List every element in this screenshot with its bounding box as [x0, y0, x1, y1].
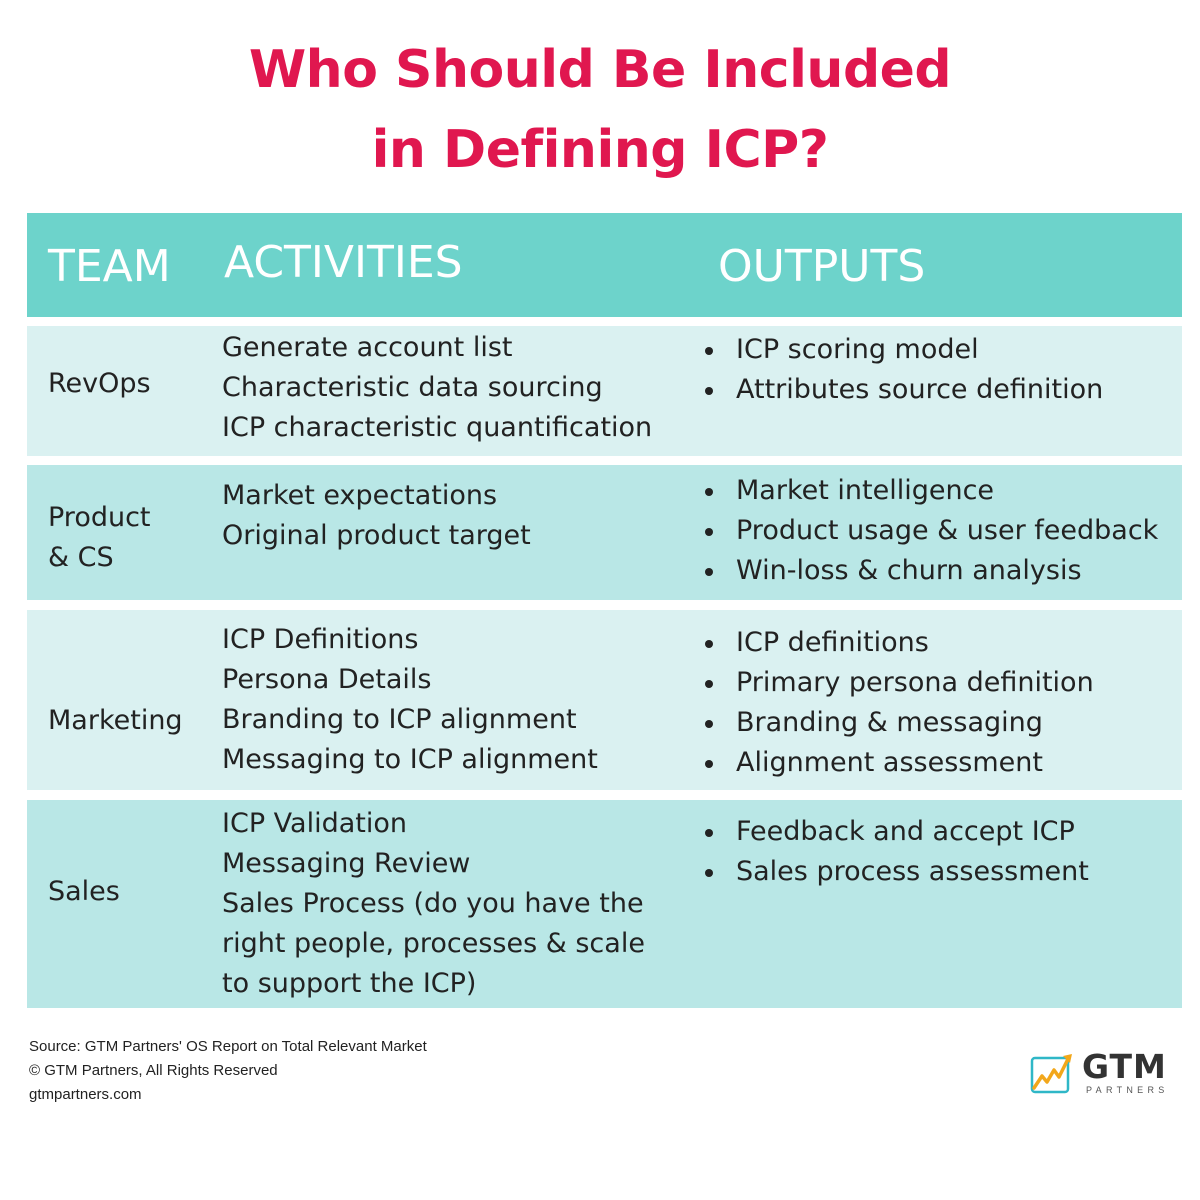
output-item	[703, 370, 1103, 410]
team-name: Sales	[48, 876, 120, 907]
team-cell	[48, 701, 183, 741]
logo-word: GTM	[1082, 1047, 1167, 1086]
table-header	[27, 213, 1182, 317]
activity-item: ICP characteristic quantification	[222, 412, 653, 443]
team-cell	[48, 498, 151, 578]
output-text: Feedback and accept ICP	[736, 816, 1075, 847]
activity-item: Generate account list	[222, 332, 513, 363]
output-item	[703, 743, 1094, 783]
bullet-icon	[705, 760, 713, 768]
table-row-sales	[27, 800, 1182, 1008]
table-row-product-cs	[27, 465, 1182, 600]
footer	[29, 1035, 427, 1107]
outputs-cell	[703, 623, 1094, 783]
bullet-icon	[705, 528, 713, 536]
logo-sub: PARTNERS	[1086, 1085, 1169, 1095]
gtm-partners-logo	[1030, 1047, 1180, 1097]
output-text: ICP definitions	[736, 627, 929, 658]
activity-item: Original product target	[222, 520, 531, 551]
activities-cell	[222, 620, 598, 780]
team-name: & CS	[48, 542, 114, 573]
activity-item: Market expectations	[222, 480, 498, 511]
footer-website[interactable]: gtmpartners.com	[29, 1086, 142, 1103]
bullet-icon	[705, 720, 713, 728]
title-line-2: in Defining ICP?	[371, 120, 829, 180]
outputs-cell	[703, 812, 1089, 892]
bullet-icon	[705, 387, 713, 395]
output-item	[703, 663, 1094, 703]
output-text: Branding & messaging	[736, 707, 1043, 738]
bullet-icon	[705, 829, 713, 837]
activities-cell	[222, 804, 645, 1004]
activity-item: to support the ICP)	[222, 968, 477, 999]
output-item	[703, 511, 1158, 551]
output-item	[703, 623, 1094, 663]
activity-item: Messaging Review	[222, 848, 471, 879]
header-activities: ACTIVITIES	[224, 237, 463, 288]
output-text: Win-loss & churn analysis	[736, 555, 1082, 586]
bullet-icon	[705, 488, 713, 496]
bullet-icon	[705, 568, 713, 576]
activity-item: Persona Details	[222, 664, 432, 695]
output-item	[703, 551, 1158, 591]
output-item	[703, 852, 1089, 892]
output-text: Sales process assessment	[736, 856, 1089, 887]
header-team: TEAM	[48, 241, 171, 292]
team-cell	[48, 364, 151, 404]
activities-cell	[222, 476, 531, 556]
output-item	[703, 330, 1103, 370]
table-row-revops	[27, 326, 1182, 456]
activities-cell	[222, 328, 652, 448]
header-outputs: OUTPUTS	[718, 241, 926, 292]
output-item	[703, 471, 1158, 511]
activity-item: ICP Validation	[222, 808, 408, 839]
outputs-cell	[703, 471, 1158, 591]
output-item	[703, 812, 1089, 852]
bullet-icon	[705, 680, 713, 688]
footer-copyright: © GTM Partners, All Rights Reserved	[29, 1062, 278, 1079]
title-line-1: Who Should Be Included	[248, 40, 952, 100]
output-text: ICP scoring model	[736, 334, 979, 365]
outputs-cell	[703, 330, 1103, 410]
output-item	[703, 703, 1094, 743]
activity-item: right people, processes & scale	[222, 928, 645, 959]
activity-item: Characteristic data sourcing	[222, 372, 603, 403]
team-name: Product	[48, 502, 151, 533]
output-text: Attributes source definition	[736, 374, 1104, 405]
chart-growth-icon	[1030, 1050, 1078, 1096]
team-name: Marketing	[48, 705, 183, 736]
activity-item: Branding to ICP alignment	[222, 704, 577, 735]
bullet-icon	[705, 640, 713, 648]
team-cell	[48, 872, 120, 912]
bullet-icon	[705, 347, 713, 355]
activity-item: Sales Process (do you have the	[222, 888, 644, 919]
output-text: Product usage & user feedback	[736, 515, 1159, 546]
activity-item: Messaging to ICP alignment	[222, 744, 598, 775]
footer-source: Source: GTM Partners' OS Report on Total Relevant Market	[29, 1038, 427, 1055]
output-text: Market intelligence	[736, 475, 995, 506]
output-text: Primary persona definition	[736, 667, 1094, 698]
bullet-icon	[705, 869, 713, 877]
table-row-marketing	[27, 610, 1182, 790]
team-name: RevOps	[48, 368, 151, 399]
page-title	[0, 30, 1200, 190]
output-text: Alignment assessment	[736, 747, 1043, 778]
activity-item: ICP Definitions	[222, 624, 419, 655]
